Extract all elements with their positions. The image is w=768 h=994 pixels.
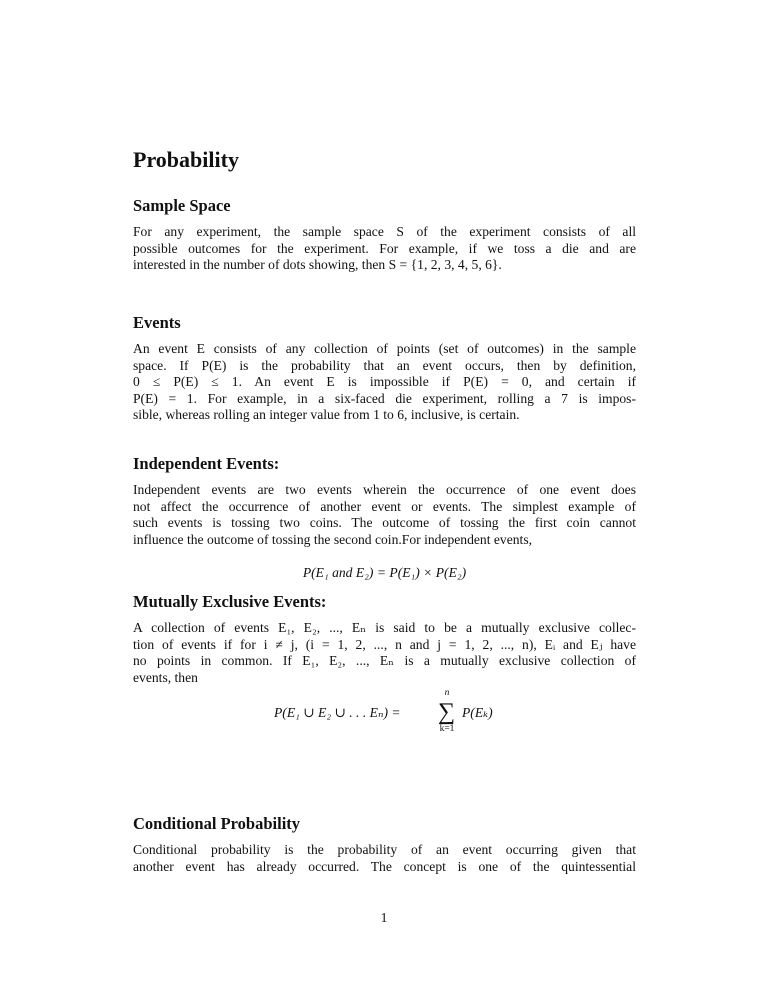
paragraph-line: P(E) = 1. For example, in a six-faced die experiment, rolling a 7 is impos- bbox=[133, 391, 636, 406]
sum-upper-limit: n bbox=[444, 688, 450, 698]
sigma-symbol: ∑ bbox=[438, 699, 456, 725]
paragraph-line: tion of events if for i ≠ j, (i = 1, 2, ..., n and j = 1, 2, ..., n), Eᵢ and Eⱼ have bbox=[133, 637, 636, 652]
paragraph-line: another event has already occurred. The concept is one of the quintessential bbox=[133, 859, 636, 874]
paragraph-line: possible outcomes for the experiment. For example, if we toss a die and are bbox=[133, 241, 636, 256]
paragraph-line: Conditional probability is the probability of an event occurring given that bbox=[133, 842, 636, 857]
paragraph-line: interested in the number of dots showing, then S = {1, 2, 3, 4, 5, 6}. bbox=[133, 257, 502, 272]
paragraph-line: such events is tossing two coins. The outcome of tossing the first coin cannot bbox=[133, 515, 636, 530]
page-title: Probability bbox=[133, 147, 239, 172]
paragraph-line: space. If P(E) is the probability that an event occurs, then by definition, bbox=[133, 358, 636, 373]
paragraph-line: events, then bbox=[133, 670, 198, 685]
heading-sample-space: Sample Space bbox=[133, 196, 231, 215]
paragraph-line: not affect the occurrence of another event or events. The simplest example of bbox=[133, 499, 636, 514]
sum-lower-limit: k=1 bbox=[439, 724, 455, 734]
page-number: 1 bbox=[380, 910, 388, 925]
paragraph-line: influence the outcome of tossing the second coin.For independent events, bbox=[133, 532, 533, 547]
paragraph-line: Independent events are two events wherein the occurrence of one event does bbox=[133, 482, 636, 497]
heading-mutually-exclusive-events: Mutually Exclusive Events: bbox=[133, 592, 327, 611]
paragraph-line: 0 ≤ P(E) ≤ 1. An event E is impossible if P(E) = 0, and certain if bbox=[133, 374, 636, 389]
independence-equation: P(E₁ and E₂) = P(E₁) × P(E₂) bbox=[302, 565, 467, 580]
heading-independent-events: Independent Events: bbox=[133, 454, 280, 473]
equation-rhs: P(Eₖ) bbox=[462, 705, 493, 720]
heading-conditional-probability: Conditional Probability bbox=[133, 814, 301, 833]
paragraph-line: sible, whereas rolling an integer value from 1 to 6, inclusive, is certain. bbox=[133, 407, 520, 422]
paragraph-line: For any experiment, the sample space S of the experiment consists of all bbox=[133, 224, 636, 239]
equation-lhs: P(E₁ ∪ E₂ ∪ . . . Eₙ) = bbox=[274, 705, 401, 720]
heading-events: Events bbox=[133, 313, 181, 332]
paragraph-line: no points in common. If E₁, E₂, ..., Eₙ is a mutually exclusive collection of bbox=[133, 653, 636, 668]
paragraph-line: A collection of events E₁, E₂, ..., Eₙ is said to be a mutually exclusive collec- bbox=[133, 620, 636, 635]
paragraph-line: An event E consists of any collection of points (set of outcomes) in the sample bbox=[133, 341, 636, 356]
